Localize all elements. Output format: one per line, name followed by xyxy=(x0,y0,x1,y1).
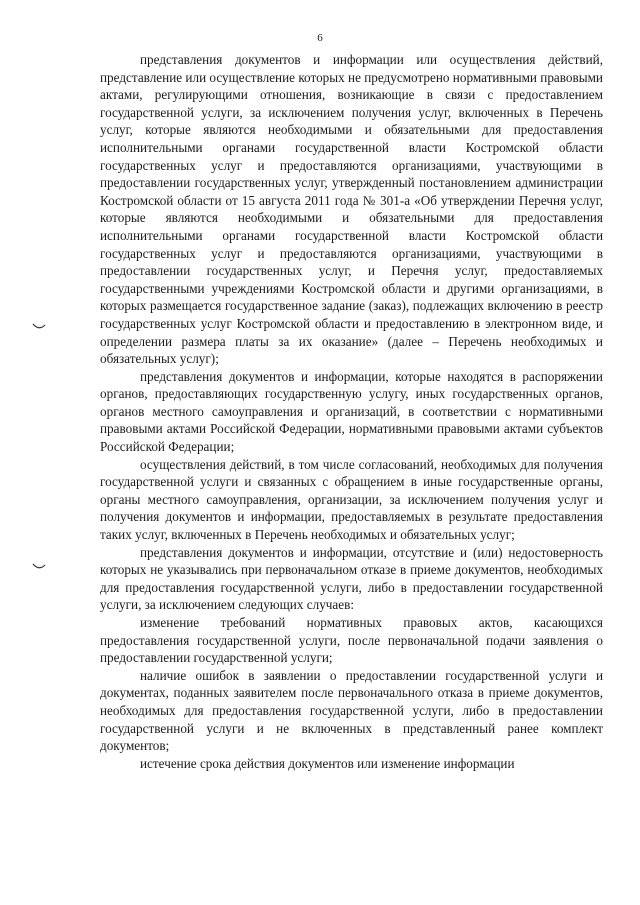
document-body xyxy=(100,51,603,772)
paragraph-5: изменение требований нормативных правовых актов, касающихся предоставления государственной услуги, после первоначальной подачи заявления о предоставлении государственной услуги; xyxy=(100,615,603,666)
paragraph-7: истечение срока действия документов или изменение информации xyxy=(140,755,515,771)
page-number: 6 xyxy=(317,32,323,44)
paragraph-1: представления документов и информации или осуществления действий, представление или осуществление которых не предусмотрено нормативными правовыми актами, регулирующими отношения, возникающие в связи с предоставлением государственной услуги, за исключением получения услуг, включенных в Перечень услуг, которые являются необходимыми и обязательными для предоставления исполнительными органами государственной власти Костромской области государственных услуг и предоставляются организациями, участвующими в предоставлении государственных услуг, утвержденный постановлением администрации Костромской области от 15 августа 2011 года № 301-а «Об утверждении Перечня услуг, которые являются необходимыми и обязательными для предоставления исполнительными органами государственной власти Костромской области государственных услуг и предоставляются организациями, участвующими в предоставлении государственных услуг, и Перечня услуг, предоставляемых государственными учреждениями Костромской области и другими организациями, в которых размещается государственное задание (заказ), подлежащих включению в реестр государственных услуг Костромской области и предоставлению в электронном виде, и определении размера платы за их оказание» (далее – Перечень необходимых и обязательных услуг); xyxy=(100,52,603,367)
scan-mark-bottom xyxy=(32,562,46,572)
scan-mark-top xyxy=(32,322,46,332)
paragraph-2: представления документов и информации, которые находятся в распоряжении органов, предоставляющих государственную услугу, иных государственных органов, органов местного самоуправления и организаций, в соответствии с нормативными правовыми актами Российской Федерации, нормативными правовыми актами субъектов Российской Федерации; xyxy=(100,368,603,455)
paragraph-3: осуществления действий, в том числе согласований, необходимых для получения государственной услуги и связанных с обращением в иные государственные органы, органы местного самоуправления, организации, за исключением получения услуг и получения документов и информации, предоставляемых в результате предоставления таких услуг, включенных в Перечень необходимых и обязательных услуг; xyxy=(100,456,603,543)
paragraph-4: представления документов и информации, отсутствие и (или) недостоверность которых не указывались при первоначальном отказе в приеме документов, необходимых для предоставления государственной услуги, либо в предоставлении государственной услуги, за исключением следующих случаев: xyxy=(100,544,603,613)
paragraph-6: наличие ошибок в заявлении о предоставлении государственной услуги и документах, поданных заявителем после первоначального отказа в приеме документов, необходимых для предоставления государственной услуги, либо в предоставлении государственной услуги и не включенных в представленный ранее комплект документов; xyxy=(100,667,603,754)
